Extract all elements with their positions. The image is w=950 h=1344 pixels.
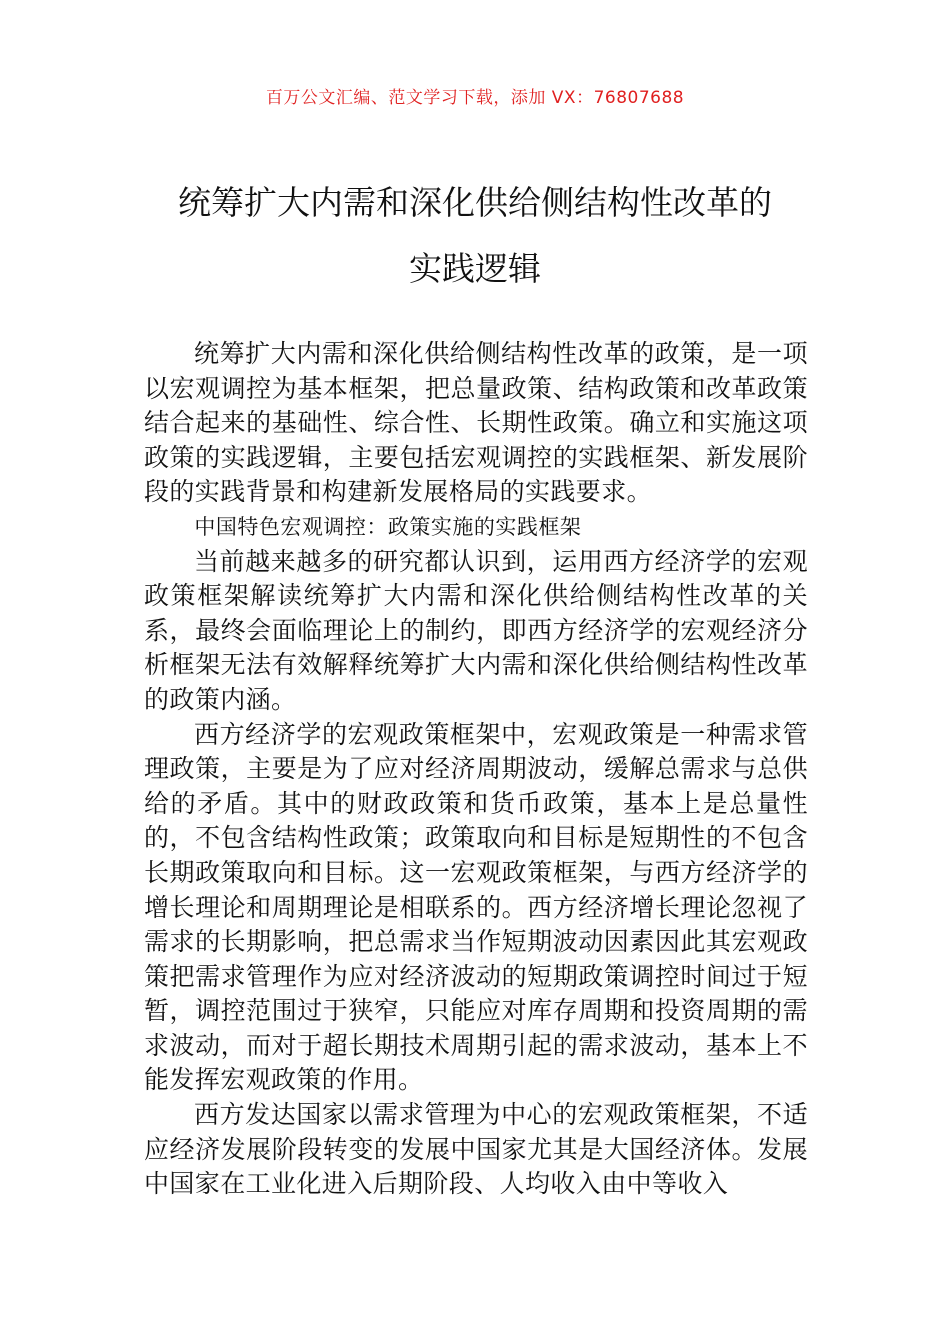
document-title [140,170,810,302]
paragraph: 西方发达国家以需求管理为中心的宏观政策框架，不适应经济发展阶段转变的发展中国家尤其是大国经济体。发展中国家在工业化进入后期阶段、人均收入由中等收入 [144,1100,808,1199]
document-body [144,337,808,1202]
paragraph-intro: 统筹扩大内需和深化供给侧结构性改革的政策，是一项以宏观调控为基本框架，把总量政策、结构政策和改革政策结合起来的基础性、综合性、长期性政策。确立和实施这项政策的实践逻辑，主要包括宏观调控的实践框架、新发展阶段的实践背景和构建新发展格局的实践要求。 [144,339,808,507]
header-watermark-note: 百万公文汇编、范文学习下载，添加 VX：76807688 [265,88,685,108]
paragraph: 当前越来越多的研究都认识到，运用西方经济学的宏观政策框架解读统筹扩大内需和深化供给侧结构性改革的关系，最终会面临理论上的制约，即西方经济学的宏观经济分析框架无法有效解释统筹扩大内需和深化供给侧结构性改革的政策内涵。 [144,546,808,714]
paragraph: 西方经济学的宏观政策框架中，宏观政策是一种需求管理政策，主要是为了应对经济周期波动，缓解总需求与总供给的矛盾。其中的财政政策和货币政策，基本上是总量性的，不包含结构性政策；政策取向和目标是短期性的不包含长期政策取向和目标。这一宏观政策框架，与西方经济学的增长理论和周期理论是相联系的。西方经济增长理论忽视了需求的长期影响，把总需求当作短期波动因素因此其宏观政策把需求管理作为应对经济波动的短期政策调控时间过于短暂，调控范围过于狭窄，只能应对库存周期和投资周期的需求波动，而对于超长期技术周期引起的需求波动，基本上不能发挥宏观政策的作用。 [144,719,808,1095]
section-heading: 中国特色宏观调控：政策实施的实践框架 [194,514,582,539]
document-title-line-1: 统筹扩大内需和深化供给侧结构性改革的 [178,183,772,222]
document-title-line-2: 实践逻辑 [409,249,541,288]
